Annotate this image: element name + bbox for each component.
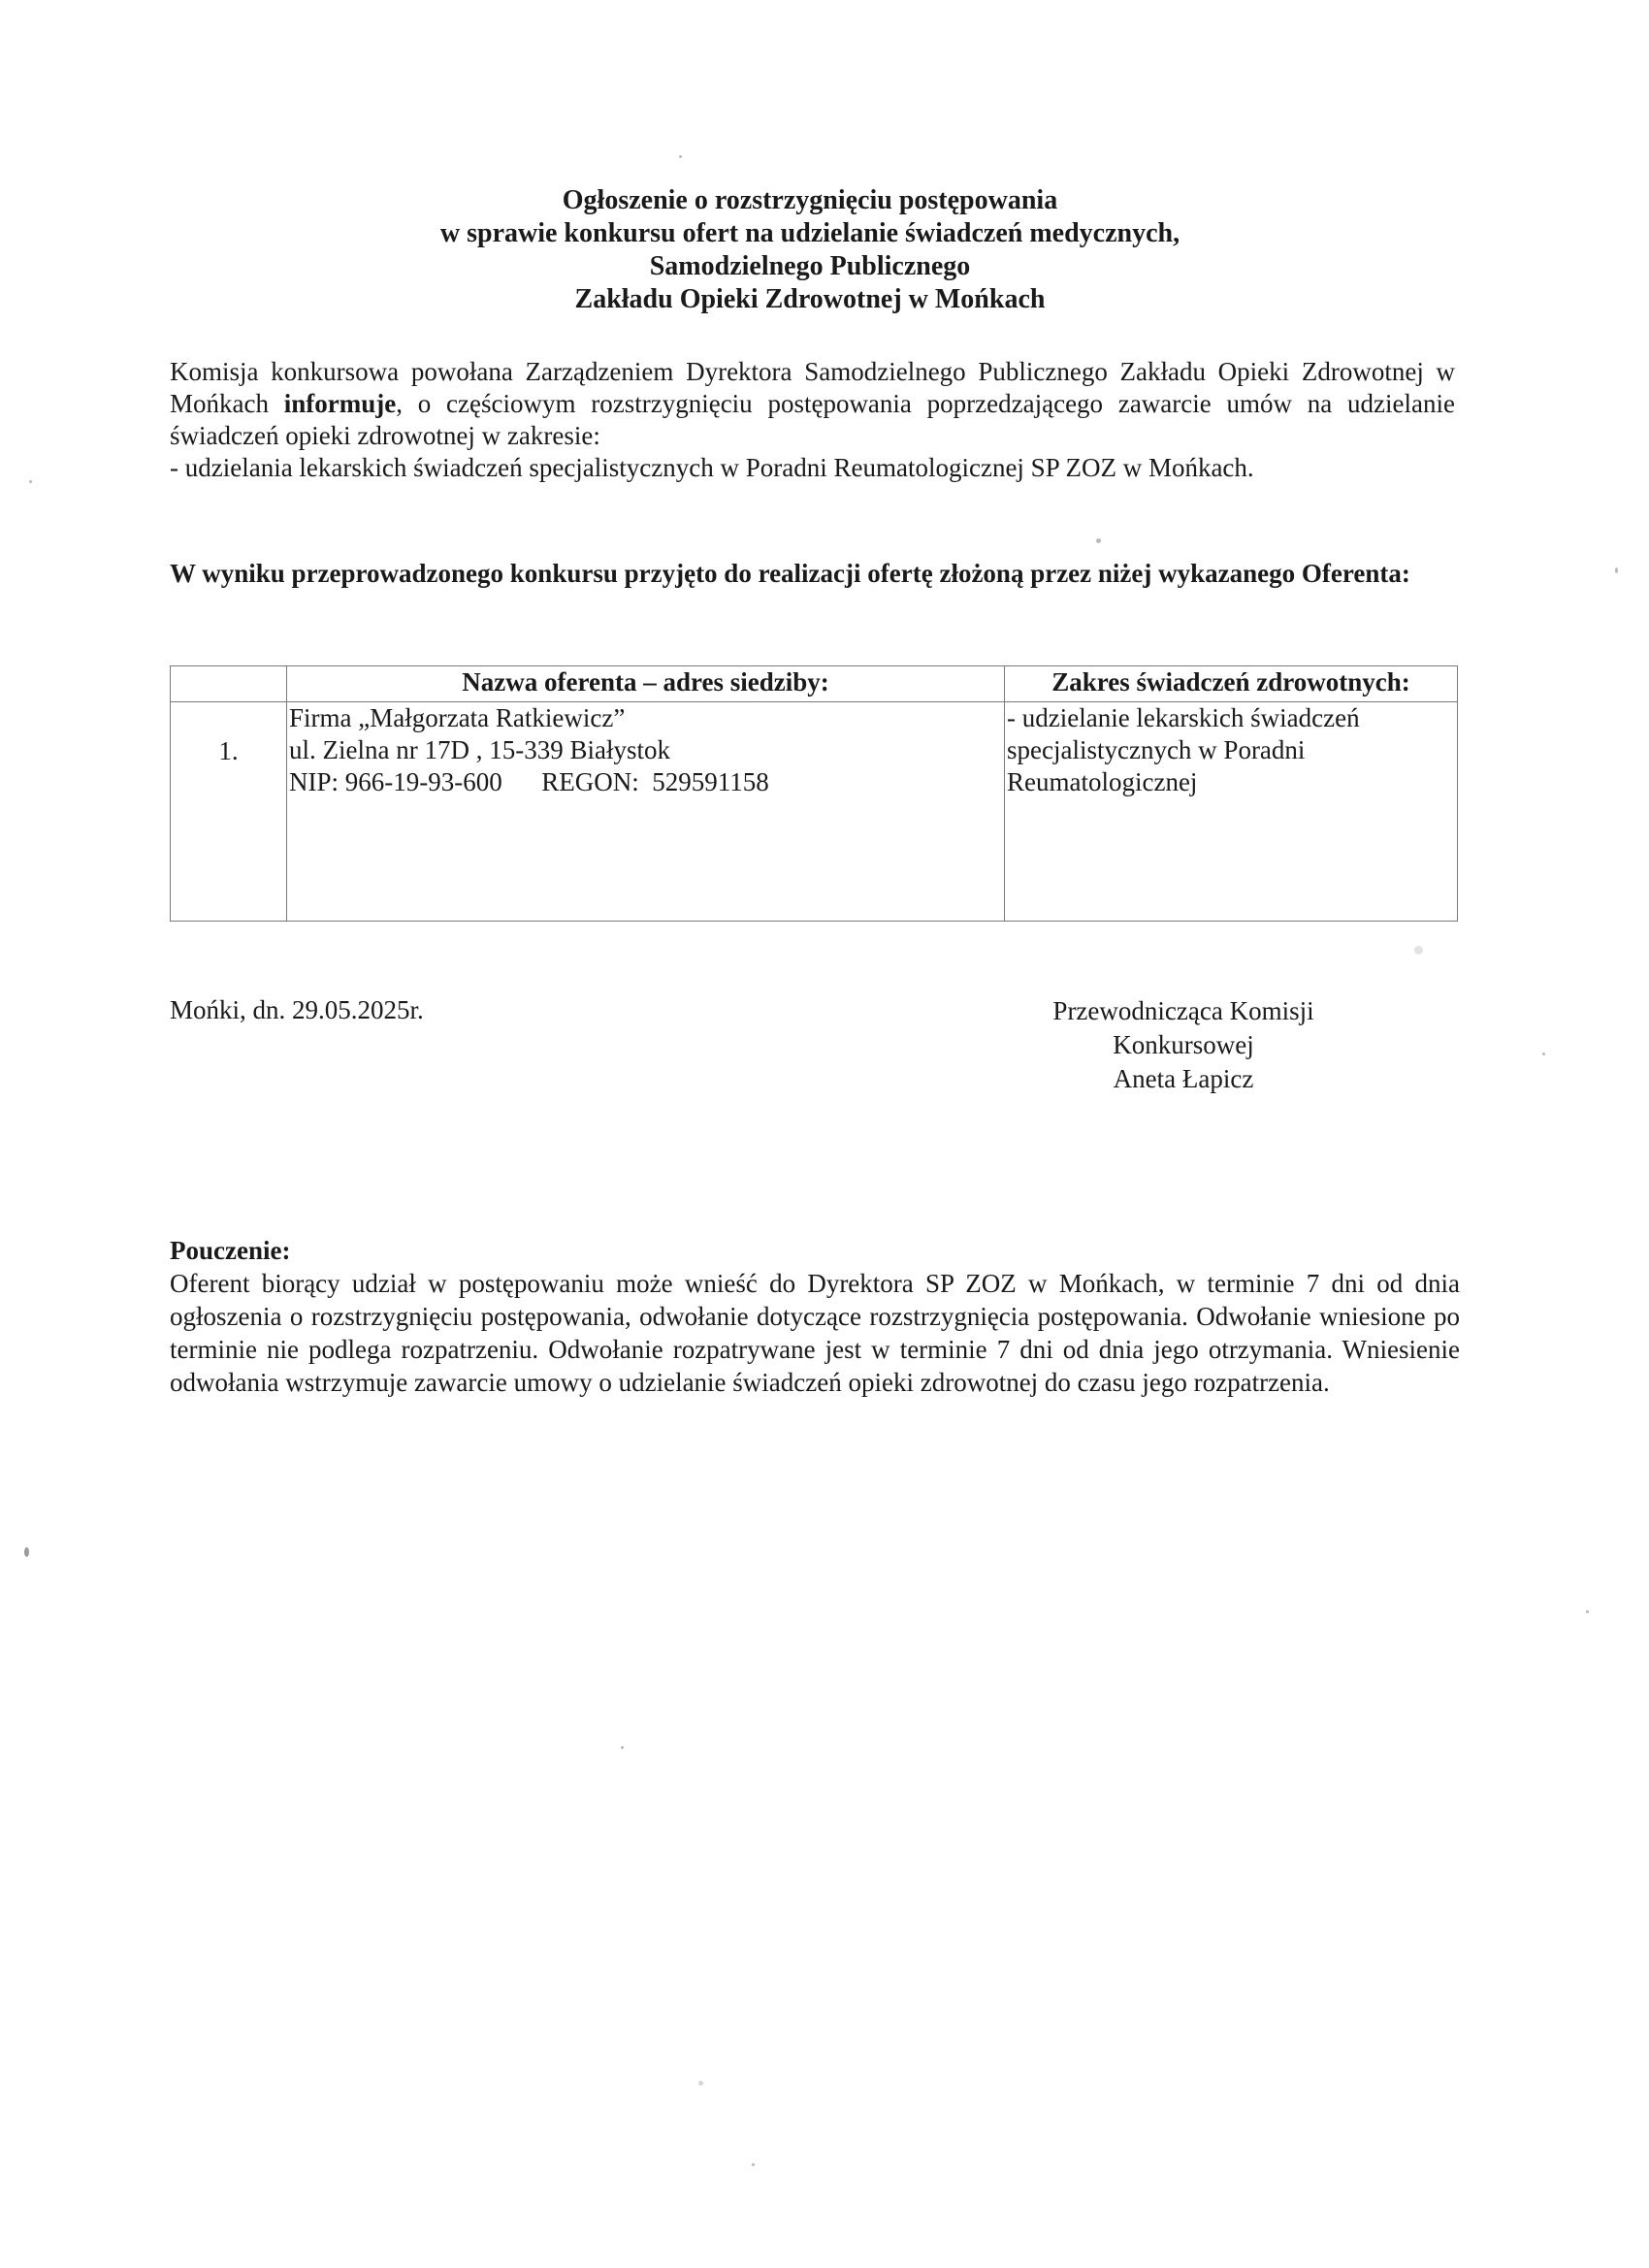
instruction-heading: Pouczenie: <box>170 1236 291 1265</box>
scan-speck <box>24 1547 29 1557</box>
title-line-1: Ogłoszenie o rozstrzygnięciu postępowania <box>562 185 1058 215</box>
scan-speck <box>1414 946 1423 955</box>
scan-speck <box>698 2081 703 2086</box>
place-and-date: Mońki, dn. 29.05.2025r. <box>170 995 424 1024</box>
offers-table <box>170 665 1458 922</box>
title-line-4: Zakładu Opieki Zdrowotnej w Mońkach <box>574 284 1046 314</box>
scope-line-1: - udzielanie lekarskich świadczeń <box>1007 703 1360 732</box>
scan-speck <box>29 480 32 483</box>
scope-line-3: Reumatologicznej <box>1007 767 1198 796</box>
header-lp <box>171 666 287 702</box>
offers-table-container <box>170 665 1457 922</box>
signature-line-3: Aneta Łapicz <box>1113 1064 1254 1093</box>
signature-line-1: Przewodnicząca Komisji <box>1052 996 1314 1025</box>
table-row <box>171 702 1458 922</box>
signature-block <box>1028 994 1339 1096</box>
scan-speck <box>679 155 682 158</box>
signature-line-2: Konkursowej <box>1113 1030 1254 1059</box>
scan-speck <box>752 2163 755 2166</box>
title-line-2: w sprawie konkursu ofert na udzielanie świadczeń medycznych, <box>439 218 1180 248</box>
header-offeror-name: Nazwa oferenta – adres siedziby: <box>287 666 1005 702</box>
instruction-text: Oferent biorący udział w postępowaniu może wnieść do Dyrektora SP ZOZ w Mońkach, w terminie 7 dni od dnia ogłoszenia o rozstrzygnięciu postępowania, odwołanie dotyczące rozstrzygnięcia postępowania. Odwołanie wniesione po terminie nie podlega rozpatrzeniu. Odwołanie rozpatrywane jest w terminie 7 dni od dnia jego otrzymania. Wniesienie odwołania wstrzymuje zawarcie umowy o udzielanie świadczeń opieki zdrowotnej do czasu jego rozpatrzenia. <box>170 1269 1460 1397</box>
scope-line-2: specjalistycznych w Poradni <box>1007 735 1306 764</box>
scan-speck <box>621 1746 624 1749</box>
header-service-scope: Zakres świadczeń zdrowotnych: <box>1005 666 1458 702</box>
offeror-ids: NIP: 966-19-93-600 REGON: 529591158 <box>289 767 769 796</box>
offeror-address: ul. Zielna nr 17D , 15-339 Białystok <box>289 735 670 764</box>
result-statement: W wyniku przeprowadzonego konkursu przyjęto do realizacji ofertę złożoną przez niżej wykazanego Oferenta: <box>170 559 1410 588</box>
title-line-3: Samodzielnego Publicznego <box>649 251 971 281</box>
row-scope <box>1005 702 1458 922</box>
instruction-section <box>170 1234 1460 1399</box>
scan-speck <box>1096 538 1101 543</box>
intro-text <box>170 356 1455 452</box>
scan-speck <box>1586 1610 1589 1613</box>
row-offeror <box>287 702 1005 922</box>
announcement-title <box>0 184 1620 316</box>
intro-scope-item: - udzielania lekarskich świadczeń specjalistycznych w Poradni Reumatologicznej SP ZOZ w Mońkach. <box>170 453 1254 482</box>
offeror-name: Firma „Małgorzata Ratkiewicz” <box>289 703 626 732</box>
intro-part-2: , o częściowym rozstrzygnięciu postępowania poprzedzającego zawarcie umów na udzielanie świadczeń opieki zdrowotnej w zakresie: <box>170 389 1455 450</box>
intro-bold-word: informuje <box>283 389 397 418</box>
scan-speck <box>1542 1053 1545 1055</box>
table-header-row <box>171 666 1458 702</box>
row-lp: 1. <box>171 702 287 922</box>
intro-part-1: Komisja konkursowa powołana Zarządzeniem Dyrektora Samodzielnego Publicznego Zakładu Opieki Zdrowotnej w Mońkach <box>170 357 1455 418</box>
scan-speck <box>1615 567 1618 573</box>
intro-paragraph <box>170 356 1455 484</box>
